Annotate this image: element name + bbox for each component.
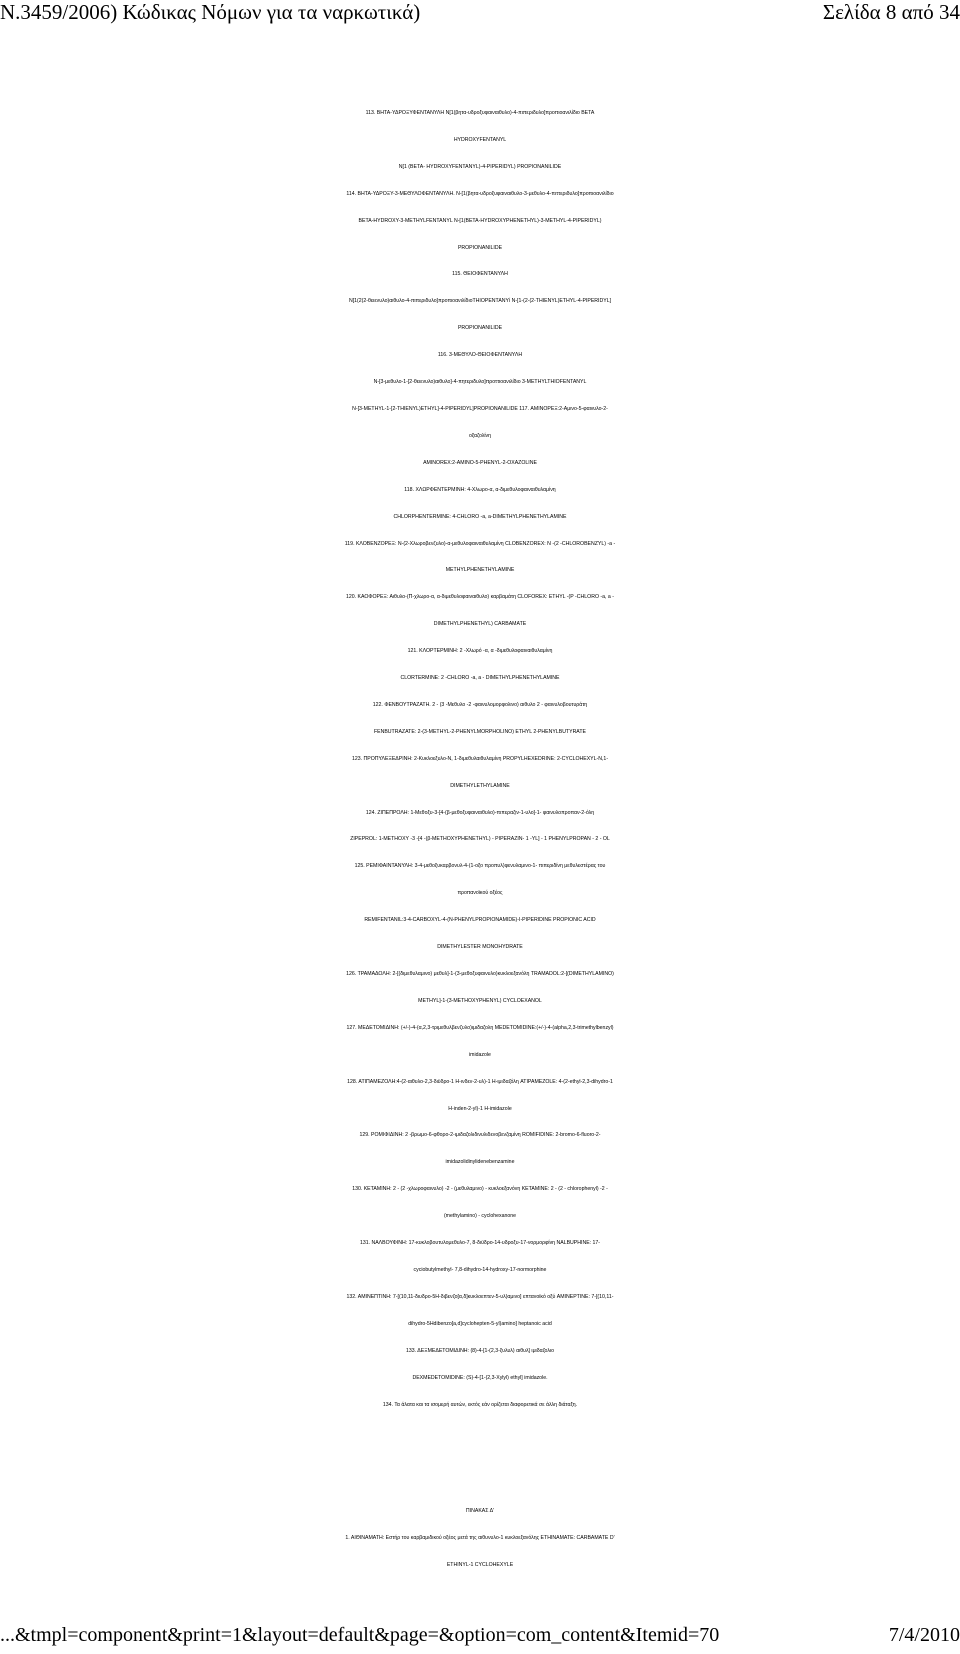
text-line: 124. ΖΙΠΕΠΡΟΛΗ: 1-Μεθοξυ-3-[4-(β-μεθοξυφαιναιθυλο)-πιπεραζιν-1-υλο]-1- φαινυλοπροπαν-2-όλη [365,809,595,816]
text-line: 122. ΦΕΝΒΟΥΤΡΑΖΑΤΗ. 2 - (3 -Μεθυλο -2 -φαινυλομορφολινο) αιθυλο 2 - φαινυλοβουτυράτη [372,701,588,708]
text-line: οξαζολίνη [468,432,492,439]
text-line: PROPIONANILIDE [457,244,503,251]
text-line: 120. ΚΑΟΦΟΡΕΞ: Αιθυλο-(Π-χλωρο-α, α-διμεθυλοφαιναιθυλο) καρβαμάτη CLOFOREX: ETHYL -(P -CHLORO -a, a - [346,594,614,601]
text-line: REMIFENTANIL:3-4-CARBOXYL-4-(N-PHENYLPROPIONAMIDE)-I-PIPERIDINE PROPIONIC ACID [364,917,596,924]
text-line: 123. ΠΡΟΠΥΛΕΞΕΔΡΙΝΗ: 2-Κυκλοεξυλο-Ν, 1-διμεθυλαιθυλαμίνη PROPYLHEXEDRINE: 2-CYCLOHEXYL-N,1- [351,755,609,762]
text-line: PROPIONANILIDE [457,325,503,332]
text-line: 131. ΝΑΛΒΟΥΦΙΝΗ: 17-κυκλοβουτυλομεθυλο-7, 8-διϋδρο-14-υδροξυ-17-νορμορφίνη NALBUPHINE: 17- [359,1240,601,1247]
section-title: ΠΙΝΑΚΑΣ Δ' [465,1508,495,1515]
document-body [0,100,960,1579]
text-line: DEXMEDETOMIDINE: (S)-4-[1-(2,3-Xylyl) ethyl] imidazole. [412,1374,548,1381]
text-line: N-[3-METHYL-1-[2-THIENYL)ETHYL]-4-PIPERIDYL]PROPIONANILIDE 117. ΑΜΙΝΟΡΕΞ:2-Αμινο-5-φαινυλο-2- [352,405,608,412]
footer-date: 7/4/2010 [888,1624,960,1646]
page-number: Σελίδα 8 από 34 [822,0,960,24]
text-line: ETHINYL-1 CYCLOHEXYLE [446,1562,514,1569]
text-line: προπανοϊκού οξέος [457,890,503,897]
text-line: cyciobutylmethyl- 7,8-dihydro-14-hydroxy-17-normorphine [413,1266,547,1273]
text-line: DIMETHYLETHYLAMINE [450,782,510,789]
text-line: METHYL]-1-(3-METHOXYPHENYL) CYCLOEXANOL [418,997,542,1004]
text-line: DIMETHYLESTER MONOHYDRATE [437,944,523,951]
text-line: 121. ΚΛΟΡΤΕΡΜΙΝΗ: 2 -Χλωρό -α, α -διμεθυλοφαιναιθυλαμίνη [407,648,553,655]
text-line: 128. ΑΤΙΠΑΜΕΖΟΛΗ:4-(2-αιθυλο-2,3-διϋδρο-1 Η-ινδεν-2-υλ)-1 Η-ιμιδαζόλη ATIPAMEZOLE: 4-(2-ethyl-2,3-dihydro-1 [347,1078,613,1085]
text-line: Ν-[3-μεθυλο-1-[2-θειενυλο)αιθυλο]-4-πητεριδυλο]προττιοανιλίδιο 3-METHYLTHIOFENTANYL [373,379,587,386]
text-line: 130. ΚΕΤΑΜΙΝΗ: 2 - (2 -χλωροφαινυλο) -2 - (μεθυλαμινο) - κυκλοεξανόνη KETAMINE: 2 - (2 - chlorophenyl) -2 - [352,1186,608,1193]
text-line: 132. ΑΜΙΝΕΠΤΙΝΗ: 7-[(10,11-διυδρο-5Η-διβενζο[α,δ]κυκλοεπτεν-5-υλ)αμινο] επτανοϊκό οξύ AMINEPTINE: 7-[(10,11- [346,1293,614,1300]
text-line: dihydro-5Hdibenzo[a,d]cyclohepten-5-yl)amino] heptanoic acid [408,1320,552,1327]
text-line: METHYLPHENETHYLAMINE [445,567,515,574]
text-line: 125. ΡΕΜΙΦΑΙΝΤΑΝΥΛΗ: 3-4-μεθοξυκαρβονυλ-4-(1-οξο προπυλ)φενυλαμινο-1- πιπεριδίνη μεθυλεστέρας του [354,863,606,870]
text-line: 119. ΚΛΟΒΕΝΖΟΡΕΞ: Ν-(2-Χλωροβενζυλο)-α-μεθυλοφαιναιθυλαμίνη CLOBENZOREX: N -(2 -CHLOROBENZYL) -a - [344,540,616,547]
text-line: HYDROXYFENTANYL [453,136,507,143]
text-line: CLORTERMINE: 2 -CHLORO -a, a - DIMETHYLPHENETHYLAMINE [400,675,560,682]
text-line: 126. ΤΡΑΜΑΔΟΛΗ: 2-[(διμεθυλαμινο) μεθυλ]-1-(3-μεθοξυφαινυλο)κυκλοεξανόλη TRAMADOL:2-[(DIMETHYLAMINO) [346,971,614,977]
text-line: ZIPEPROL: 1-METHOXY -3 -[4 -(β-METHOXYPHENETHYL) - PIPERAZIN- 1 -YL] - 1 PHENYLPROPAN - 2 - OL [350,836,610,843]
text-line: imidazole [469,1051,491,1058]
text-line: Ν[1(2(2-θειενυλο)αιθυλο-4-πιπεριδυλο]προπιοανιλίδιοTHIOPENTANYί N-[1-(2-(2-THIENYL)ETHYL-4-PIPERIDYL] [348,298,612,305]
text-line: BETA-HYDROXY-3-METHYLFENTANYL N-[1(BETA-HYDROXYPHENETHYL)-3-METHYL-4-PIPERIDYL) [358,217,602,224]
text-line: FENBUTRAZATE: 2-(3-METHYL-2-PHENYLMORPHOLINO) ETHYL 2-PHENYLBUTYRATE [373,728,587,735]
section-list [0,1525,960,1579]
section-spacer [0,1418,960,1498]
text-line: N[1 (BETA- HYDROXYFENTANYL)-4-PIPERIDYL) PROPIONANILIDE [398,163,562,170]
text-line: H-inden-2-yl)-1 H-imidazole [448,1105,512,1112]
text-line: CHLORPHENTERMINE: 4-CHLORO -a, a-DIMETHYLPHENETHYLAMINE [393,513,567,520]
footer-url: ...&tmpl=component&print=1&layout=default&page=&option=com_content&Itemid=70 [0,1624,720,1646]
substance-list [0,100,960,1418]
document-title: N.3459/2006) Κώδικας Νόμων για τα ναρκωτικά) [0,0,421,24]
text-line: imidazolidinylidenebenzamine [445,1159,515,1166]
text-line: AMINOREX:2-AMINO-5-PHENYL-2-OXAZOLINE [423,459,537,466]
page-footer [0,1624,960,1654]
text-line: DIMETHYLPHENETHYL) CARBAMATE [433,621,527,628]
text-line: (methylamino) - cyclohexanone [443,1213,517,1220]
text-line: 1. ΑΙΘΙΝΑΜΑΤΗ: Εστήρ του καρβαμιδικού οξέος μετά της αιθυνυλο-1 κυκλοεξανόλης ETHINAMATE: CARBAMATE D' [345,1535,615,1542]
text-line: 134. Τα άλατα και τα ισομερή αυτών, εκτός εάν ορίζεται διαφορετικά σε άλλη διάταξη. [382,1401,578,1408]
text-line: 133. ΔΕΞΜΕΔΕΤΟΜΙΔΙΝΗ: (8)-4-[1-(2,3-ξυλυλ) αιθυλ] ιμιδαζολιο [406,1347,554,1354]
text-line: 115. ΘΕΙΟΦΕΝΤΑΝΥΛΗ [452,271,508,278]
text-line: 129. ΡΟΜΙΦΙΔΙΝΗ: 2 -βρωμο-6-φθορο-2-ιμιδαζολιδινυλιδενοβενζαμίνη ROMIFIDINE: 2-bromo-6-fluoro-2- [359,1132,601,1139]
page-header [0,0,960,30]
text-line: 118. ΧΛΩΡΦΕΝΤΕΡΜΙΝΗ: 4-Χλωρο-α, α-διμεθυλοφαιναιθυλαμίνη [404,486,556,493]
text-line: 127. ΜΕΔΕΤΟΜΙΔΙΝΗ: (+/-)-4-(α,2,3-τριμεθυλβενζυλο)ιμιδαζολη MEDETOMIDINE:(+/-)-4-(alpha,2,3-trimethylbenzyl) [346,1024,614,1031]
text-line: 113. ΒΗΤΑ-ΥΔΡΟΞΥΦΕΝΤΑΝΥΛΗ Ν[1(βητα-υδροξυφαιναιθυλο)-4-πιπεριδυλο]προπιοανιλίδιο BETA [365,110,595,116]
text-line: 114. ΒΗΤΑ-ΥΔΡΟΞΥ-3-ΜΕΘΥΛΟΦΕΝΤΑΝΥΛΗ. Ν-[1(βητα-υδροξυφαιναιθυλο-3-μεθυλο-4-πιττεριδυλο]προπιοανιλίδιο [346,190,614,197]
text-line: 116. 3-ΜΕΘΥΛΟ-ΘΕΙΟΦΕΝΤΑΝΥΛΗ [437,352,523,359]
